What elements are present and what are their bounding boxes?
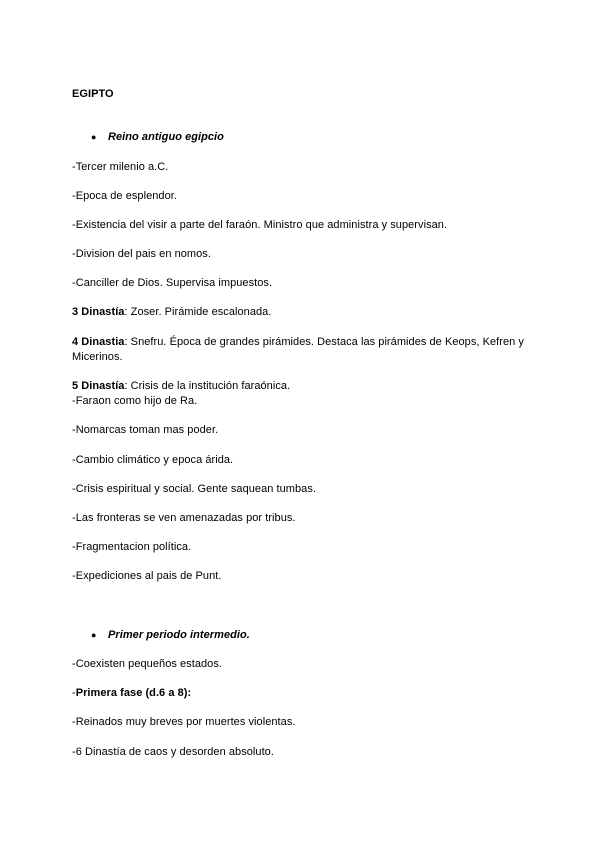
text-line: -Coexisten pequeños estados.	[72, 658, 222, 670]
dynasty-3-text: : Zoser. Pirámide escalonada.	[124, 306, 272, 318]
document-title: EGIPTO	[72, 88, 114, 100]
text-line: -Tercer milenio a.C.	[72, 161, 169, 173]
text-line: -Cambio climático y epoca árida.	[72, 454, 234, 466]
text-line: -Nomarcas toman mas poder.	[72, 424, 219, 436]
dynasty-3-paragraph	[72, 305, 271, 320]
text-line: -Existencia del visir a parte del faraón. Ministro que administra y supervisan.	[72, 219, 448, 231]
text-line: -Reinados muy breves por muertes violentas.	[72, 716, 296, 728]
dynasty-4-text: : Snefru. Época de grandes pirámides. Destaca las pirámides de Keops, Kefren y Micerinos.	[72, 336, 524, 363]
section-heading-reino-antiguo: Reino antiguo egipcio	[108, 131, 224, 143]
phase-suffix: :	[187, 687, 192, 699]
dynasty-4-label: 4 Dinastia	[72, 336, 125, 348]
text-line: -Canciller de Dios. Supervisa impuestos.	[72, 277, 273, 289]
dynasty-4-paragraph	[72, 335, 542, 365]
phase-prefix: -	[72, 687, 76, 699]
section-heading-primer-periodo: Primer periodo intermedio.	[108, 629, 250, 641]
dynasty-3-label: 3 Dinastía	[72, 306, 125, 318]
text-line: -6 Dinastía de caos y desorden absoluto.	[72, 746, 274, 758]
text-line: -Fragmentacion política.	[72, 541, 192, 553]
text-line: -Division del pais en nomos.	[72, 248, 211, 260]
phase-label: Primera fase (d.6 a 8)	[75, 687, 188, 699]
text-line: -Las fronteras se ven amenazadas por tribus.	[72, 512, 296, 524]
dynasty-5-paragraph	[72, 379, 290, 394]
bullet-icon: ●	[91, 132, 97, 142]
text-line: -Expediciones al pais de Punt.	[72, 570, 222, 582]
text-line: -Crisis espiritual y social. Gente saquean tumbas.	[72, 483, 316, 495]
phase-heading	[72, 686, 191, 701]
bullet-icon: ●	[91, 630, 97, 640]
dynasty-5-text: : Crisis de la institución faraónica.	[124, 380, 291, 392]
text-line: -Faraon como hijo de Ra.	[72, 395, 198, 407]
dynasty-5-label: 5 Dinastía	[72, 380, 125, 392]
text-line: -Epoca de esplendor.	[72, 190, 177, 202]
